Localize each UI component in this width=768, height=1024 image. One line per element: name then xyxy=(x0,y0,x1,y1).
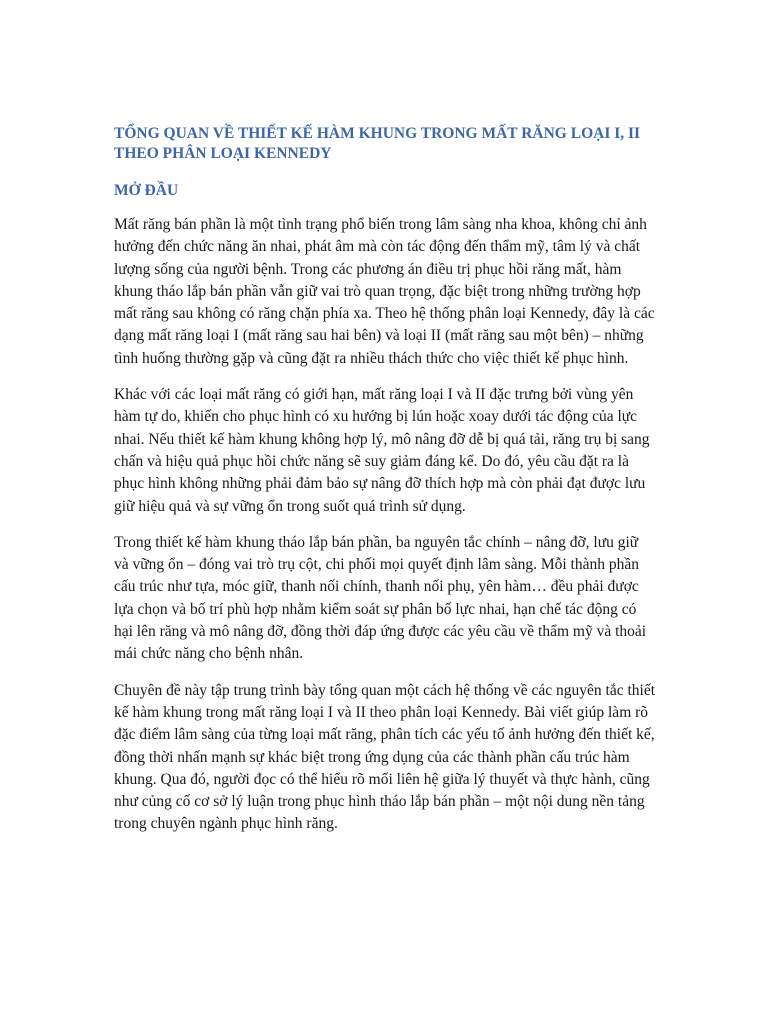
paragraph-2: Khác với các loại mất răng có giới hạn, mất răng loại I và II đặc trưng bởi vùng yên hàm tự do, khiến cho phục hình có xu hướng bị lún hoặc xoay dưới tác động của lực nhai. Nếu thiết kế hàm khung không hợp lý, mô nâng đỡ dễ bị quá tải, răng trụ bị sang chấn và hiệu quả phục hồi chức năng sẽ suy giảm đáng kể. Do đó, yêu cầu đặt ra là phục hình không những phải đảm bảo sự nâng đỡ thích hợp mà còn phải đạt được lưu giữ hiệu quả và sự vững ổn trong suốt quá trình sử dụng. xyxy=(114,386,650,515)
paragraph-1: Mất răng bán phần là một tình trạng phổ biến trong lâm sàng nha khoa, không chỉ ảnh hưởng đến chức năng ăn nhai, phát âm mà còn tác động đến thẩm mỹ, tâm lý và chất lượng sống của người bệnh. Trong các phương án điều trị phục hồi răng mất, hàm khung tháo lắp bán phần vẫn giữ vai trò quan trọng, đặc biệt trong những trường hợp mất răng sau không có răng chặn phía xa. Theo hệ thống phân loại Kennedy, đây là các dạng mất răng loại I (mất răng sau hai bên) và loại II (mất răng sau một bên) – những tình huống thường gặp và cũng đặt ra nhiều thách thức cho việc thiết kế phục hình. xyxy=(114,216,655,367)
paragraph-3: Trong thiết kế hàm khung tháo lắp bán phần, ba nguyên tắc chính – nâng đỡ, lưu giữ và vững ổn – đóng vai trò trụ cột, chi phối mọi quyết định lâm sàng. Mỗi thành phần cấu trúc như tựa, móc giữ, thanh nối chính, thanh nối phụ, yên hàm… đều phải được lựa chọn và bố trí phù hợp nhằm kiểm soát sự phân bố lực nhai, hạn chế tác động có hại lên răng và mô nâng đỡ, đồng thời đáp ứng được các yêu cầu về thẩm mỹ và thoải mái chức năng cho bệnh nhân. xyxy=(114,533,647,663)
document-body xyxy=(114,124,656,836)
document-title: TỔNG QUAN VỀ THIẾT KẾ HÀM KHUNG TRONG MẤT RĂNG LOẠI I, II THEO PHÂN LOẠI KENNEDY xyxy=(114,125,641,162)
section-heading-intro: MỞ ĐẦU xyxy=(114,182,179,199)
paragraph-4: Chuyên đề này tập trung trình bày tổng quan một cách hệ thống về các nguyên tắc thiết kế hàm khung trong mất răng loại I và II theo phân loại Kennedy. Bài viết giúp làm rõ đặc điểm lâm sàng của từng loại mất răng, phân tích các yếu tố ảnh hưởng đến thiết kế, đồng thời nhấn mạnh sự khác biệt trong ứng dụng của các thành phần cấu trúc hàm khung. Qua đó, người đọc có thể hiểu rõ mối liên hệ giữa lý thuyết và thực hành, cũng như củng cố cơ sở lý luận trong phục hình tháo lắp bán phần – một nội dung nền tảng trong chuyên ngành phục hình răng. xyxy=(114,681,656,833)
